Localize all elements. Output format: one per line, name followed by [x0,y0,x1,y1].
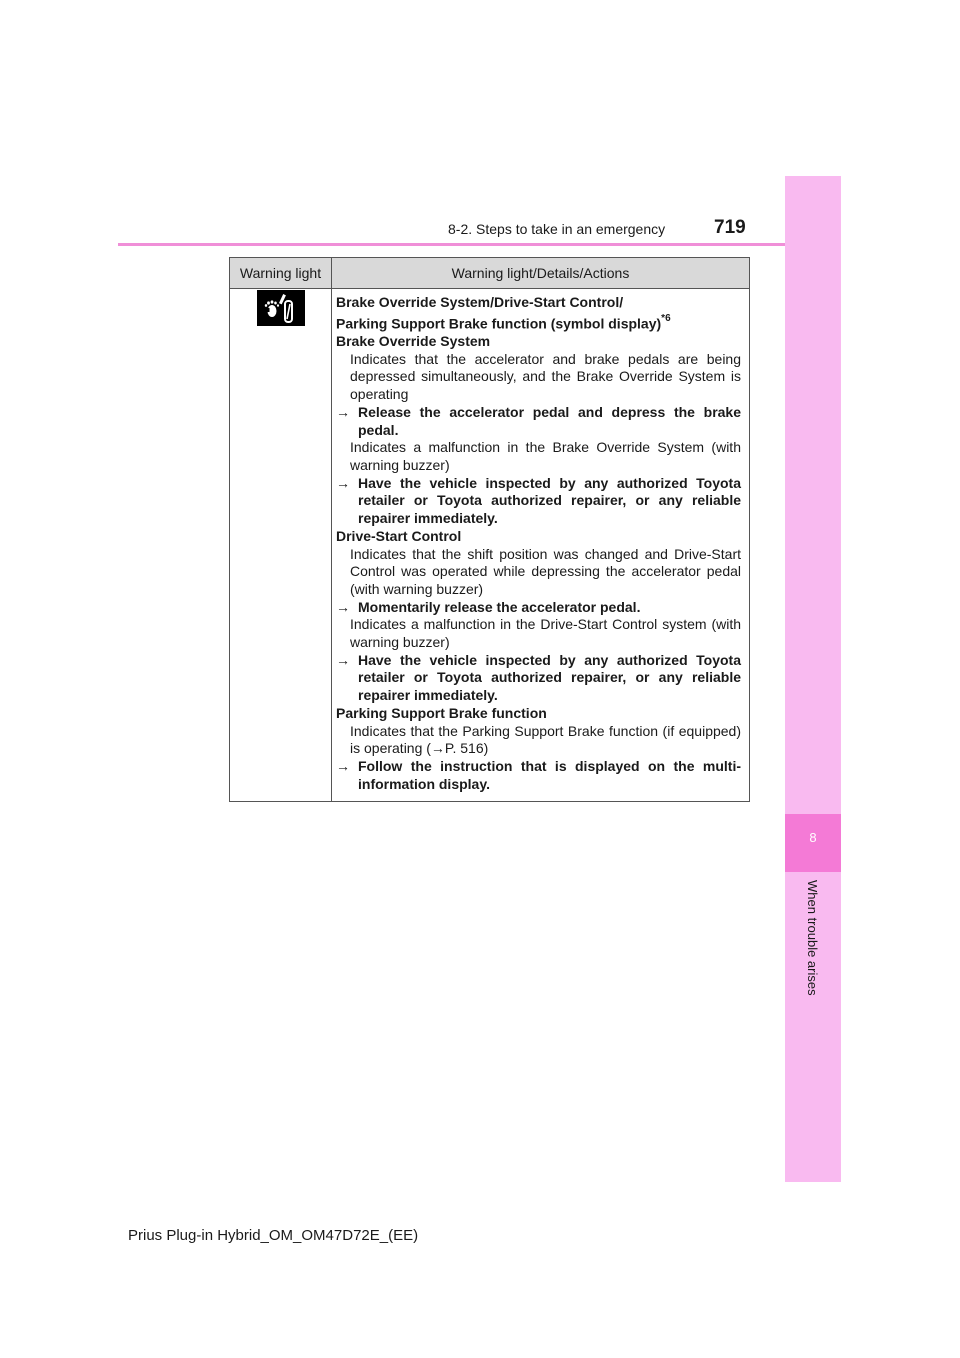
chapter-number-tab: 8 [785,814,841,872]
psb-action-1-text: Follow the instruction that is displayed on the multi-information display. [358,757,741,792]
bos-action-2 [336,475,741,528]
table-header-row [230,258,750,289]
details-cell [332,289,750,802]
bos-action-2-text: Have the vehicle inspected by any authorized Toyota retailer or Toyota authorized repairer, or any reliable repairer immediately. [358,474,741,527]
dsc-action-1 [336,599,741,617]
table-row [230,289,750,802]
warning-light-table [229,257,750,802]
header-divider [118,243,840,246]
row-title-line2: Parking Support Brake function (symbol display) [336,315,662,332]
bos-action-1-text: Release the accelerator pedal and depress the brake pedal. [358,403,741,438]
column-header-warning-light: Warning light [230,258,332,289]
dsc-action-2 [336,652,741,705]
page-number: 719 [714,217,746,238]
psb-action-1 [336,758,741,793]
dsc-description-1: Indicates that the shift position was changed and Drive-Start Control was operated while depressing the accelerator pedal (with warning buzzer) [350,545,741,597]
bos-description-2: Indicates a malfunction in the Brake Override System (with warning buzzer) [350,439,741,473]
dsc-action-2-text: Have the vehicle inspected by any authorized Toyota retailer or Toyota authorized repairer, or any reliable repairer immediately. [358,651,741,704]
arrow-icon: → [336,474,350,491]
dsc-heading: Drive-Start Control [336,527,462,544]
dsc-action-1-text: Momentarily release the accelerator pedal. [358,598,641,615]
psb-heading: Parking Support Brake function [336,704,547,721]
footnote-mark: *6 [661,312,671,324]
document-id: Prius Plug-in Hybrid_OM_OM47D72E_(EE) [128,1227,419,1244]
bos-heading: Brake Override System [336,333,491,350]
dsc-description-2: Indicates a malfunction in the Drive-Start Control system (with warning buzzer) [350,616,741,651]
column-header-details: Warning light/Details/Actions [332,258,750,289]
row-title-line1: Brake Override System/Drive-Start Control/ [336,294,624,310]
section-title: 8-2. Steps to take in an emergency [448,221,666,237]
arrow-icon: → [336,598,350,615]
foot-pedal-symbol [257,290,305,326]
brake-override-warning-icon [257,290,305,326]
bos-description-1: Indicates that the accelerator and brake pedals are being depressed simultaneously, and the Brake Override System is operating [350,350,741,403]
chapter-side-tab [785,176,841,1182]
chapter-title: When trouble arises [805,880,820,996]
psb-description-1: Indicates that the Parking Support Brake function (if equipped) is operating (→P. 516) [350,722,741,757]
arrow-icon: → [336,757,350,774]
arrow-icon: → [336,403,350,420]
warning-light-cell [230,289,332,802]
arrow-icon: → [336,651,350,668]
bos-action-1 [336,404,741,439]
row-title [336,294,741,333]
